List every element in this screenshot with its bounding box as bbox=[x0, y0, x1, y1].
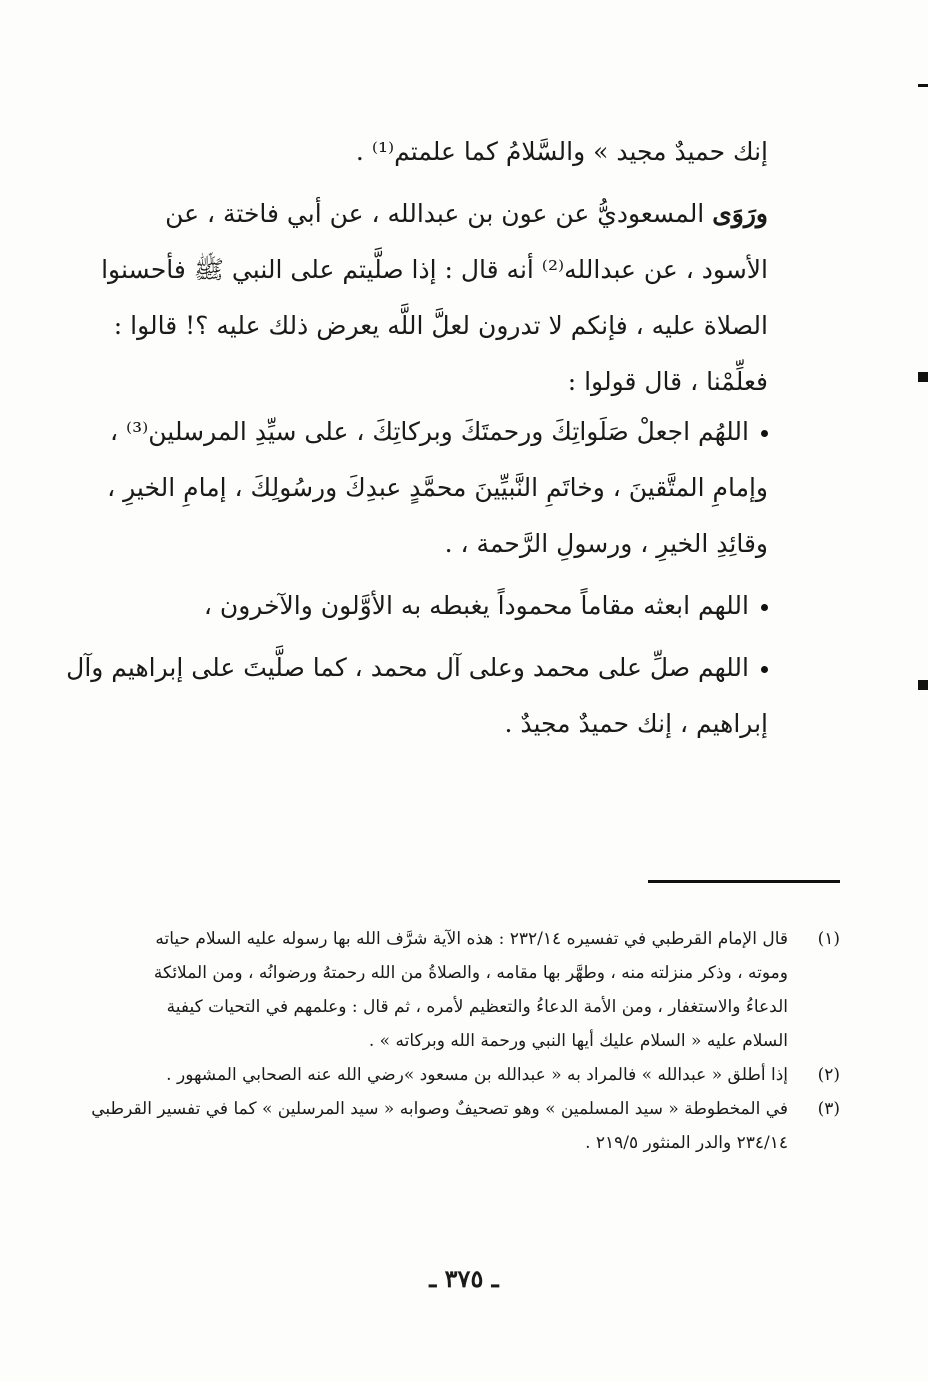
footnote-separator bbox=[648, 880, 840, 883]
footnote-line: الدعاءُ والاستغفار ، ومن الأمة الدعاءُ والتعظيم لأمره ، ثم قال : وعلمهم في التحيات كيفية bbox=[166, 997, 788, 1017]
paragraph-1-line-4: فعلِّمْنا ، قال قولوا : bbox=[567, 367, 768, 396]
bullet-1-line-1 bbox=[100, 404, 768, 460]
bullet-dot-icon bbox=[761, 604, 768, 611]
paragraph-1 bbox=[100, 186, 768, 410]
bullet-3-line-2: إبراهيم ، إنك حميدٌ مجيدٌ . bbox=[504, 709, 768, 738]
footnote-text bbox=[91, 1092, 788, 1160]
paragraph-1-line-1 bbox=[100, 186, 768, 242]
main-text bbox=[100, 124, 768, 180]
footnote-2 bbox=[100, 1058, 840, 1092]
footnote-number: (١) bbox=[817, 929, 840, 949]
bullet-item-2 bbox=[100, 578, 768, 634]
text-line-1: إنك حميدٌ مجيد » والسَّلامُ كما علمتم⁽¹⁾ . bbox=[355, 137, 768, 166]
bullet-1-line-2: وإمامِ المتَّقينَ ، وخاتَمِ النَّبيِّينَ محمَّدٍ عبدِكَ ورسُولِكَ ، إمامِ الخيرِ ، bbox=[107, 473, 768, 502]
footnote-number: (٣) bbox=[817, 1099, 840, 1119]
footnote-line: وموته ، وذكر منزلته منه ، وطهَّر بها مقامه ، والصلاةُ من الله رحمتهُ ورضوانُه ، ومن الملائكة bbox=[153, 963, 788, 983]
bullet-2-line-1-text: اللهم ابعثه مقاماً محموداً يغبطه به الأوَّلون والآخرون ، bbox=[203, 591, 749, 620]
bullet-3-line-1-text: اللهم صلِّ على محمد وعلى آل محمد ، كما صلَّيتَ على إبراهيم وآل bbox=[66, 653, 749, 682]
bullet-2-line-1 bbox=[100, 578, 768, 634]
bullet-item-1 bbox=[100, 404, 768, 572]
paragraph-1-line-3: الصلاة عليه ، فإنكم لا تدرون لعلَّ اللَّه يعرض ذلك عليه ؟! قالوا : bbox=[113, 311, 768, 340]
footnote-line: في المخطوطة « سيد المسلمين » وهو تصحيفٌ وصوابه « سيد المرسلين » كما في تفسير القرطبي bbox=[91, 1099, 788, 1119]
footnote-number: (٢) bbox=[817, 1065, 840, 1085]
paragraph-1-line-2: الأسود ، عن عبدالله⁽²⁾ أنه قال : إذا صلَّيتم على النبي ﷺ فأحسنوا bbox=[101, 255, 768, 284]
bullet-1-line-1-text: اللهُم اجعلْ صَلَواتِكَ ورحمتَكَ وبركاتِكَ ، على سيِّدِ المرسلين⁽³⁾ ، bbox=[109, 417, 749, 446]
edge-mark-middle bbox=[918, 372, 928, 382]
bullet-dot-icon bbox=[761, 430, 768, 437]
footnote-line: ٢٣٤/١٤ والدر المنثور ٢١٩/٥ . bbox=[585, 1133, 788, 1153]
bullet-1-line-3: وقائِدِ الخيرِ ، ورسولِ الرَّحمة ، . bbox=[444, 529, 768, 558]
paragraph-1-line-1-rest: المسعوديُّ عن عون بن عبدالله ، عن أبي فاختة ، عن bbox=[165, 199, 713, 228]
edge-mark-top bbox=[918, 84, 928, 87]
footnote-text bbox=[100, 1058, 788, 1092]
bullet-dot-icon bbox=[761, 666, 768, 673]
bullet-3-line-1 bbox=[66, 640, 768, 696]
footnote-text bbox=[100, 922, 788, 1058]
footnote-1 bbox=[100, 922, 840, 1058]
footnotes bbox=[91, 922, 840, 1160]
page-number: ـ ٣٧٥ ـ bbox=[429, 1264, 499, 1293]
edge-mark-lower bbox=[918, 680, 928, 690]
footnote-3 bbox=[91, 1092, 840, 1160]
bullet-item-3 bbox=[66, 640, 768, 752]
footnote-line: السلام عليه « السلام عليك أيها النبي ورحمة الله وبركاته » . bbox=[368, 1031, 788, 1051]
footnote-line: إذا أطلق « عبدالله » فالمراد به « عبدالله بن مسعود »رضي الله عنه الصحابي المشهور . bbox=[166, 1065, 788, 1085]
footnote-line: قال الإمام القرطبي في تفسيره ٢٣٢/١٤ : هذه الآية شرَّف الله بها رسوله عليه السلام حياته bbox=[155, 929, 788, 949]
paragraph-lead-word: ورَوَى bbox=[712, 199, 768, 228]
